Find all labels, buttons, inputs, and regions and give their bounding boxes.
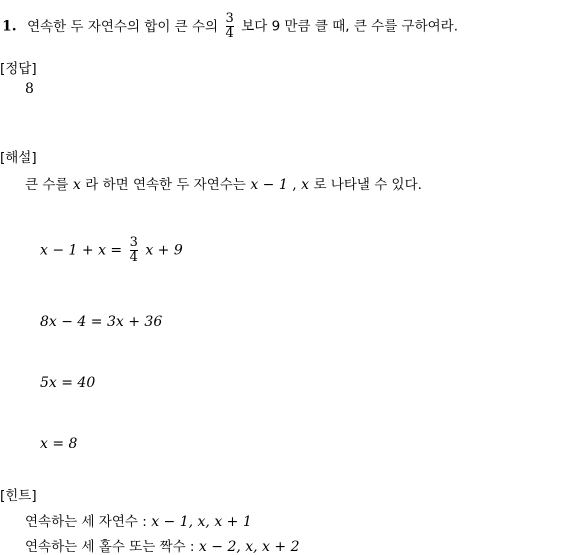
hint-line-1-text: 연속하는 세 자연수 : (25, 514, 147, 530)
solution-intro-b: 라 하면 연속한 두 자연수는 (85, 177, 246, 193)
problem-text-before: 연속한 두 자연수의 합이 큰 수의 (27, 18, 219, 35)
answer-label: [정답] (0, 61, 37, 77)
equation-1-left: x − 1 + x = (40, 242, 123, 259)
hint-line-1-expr: x − 1, x, x + 1 (151, 514, 252, 530)
solution-intro (25, 173, 422, 193)
problem-text-after: 보다 9 만큼 클 때, 큰 수를 구하여라. (241, 18, 459, 35)
solution-intro-comma: , (292, 177, 297, 193)
fraction-denominator: 4 (225, 26, 234, 41)
hint-line-2-expr: x − 2, x, x + 2 (198, 539, 300, 555)
solution-label: [해설] (0, 150, 37, 166)
hint-line-2 (25, 535, 300, 555)
answer-value: 8 (25, 81, 34, 97)
problem-statement (2, 12, 458, 41)
hint-line-1 (25, 510, 252, 530)
equation-1 (40, 236, 183, 265)
solution-intro-c: 로 나타낼 수 있다. (313, 177, 422, 193)
hint-line-2-text: 연속하는 세 홀수 또는 짝수 : (25, 539, 195, 555)
hint-label: [힌트] (0, 488, 37, 504)
equation-1-right: x + 9 (145, 242, 183, 259)
solution-intro-a: 큰 수를 (25, 177, 69, 193)
equation-1-fraction (130, 236, 138, 265)
equation-3: 5x = 40 (40, 375, 96, 391)
solution-intro-expr2: x (301, 177, 310, 193)
problem-fraction (226, 12, 234, 41)
equation-1-denominator: 4 (129, 250, 138, 265)
equation-2: 8x − 4 = 3x + 36 (40, 314, 163, 330)
solution-intro-var: x (72, 177, 81, 193)
equation-1-numerator: 3 (129, 235, 138, 250)
equation-4: x = 8 (40, 436, 78, 452)
solution-intro-expr1: x − 1 (250, 177, 288, 193)
fraction-numerator: 3 (225, 11, 234, 26)
problem-number: 1. (2, 18, 17, 35)
